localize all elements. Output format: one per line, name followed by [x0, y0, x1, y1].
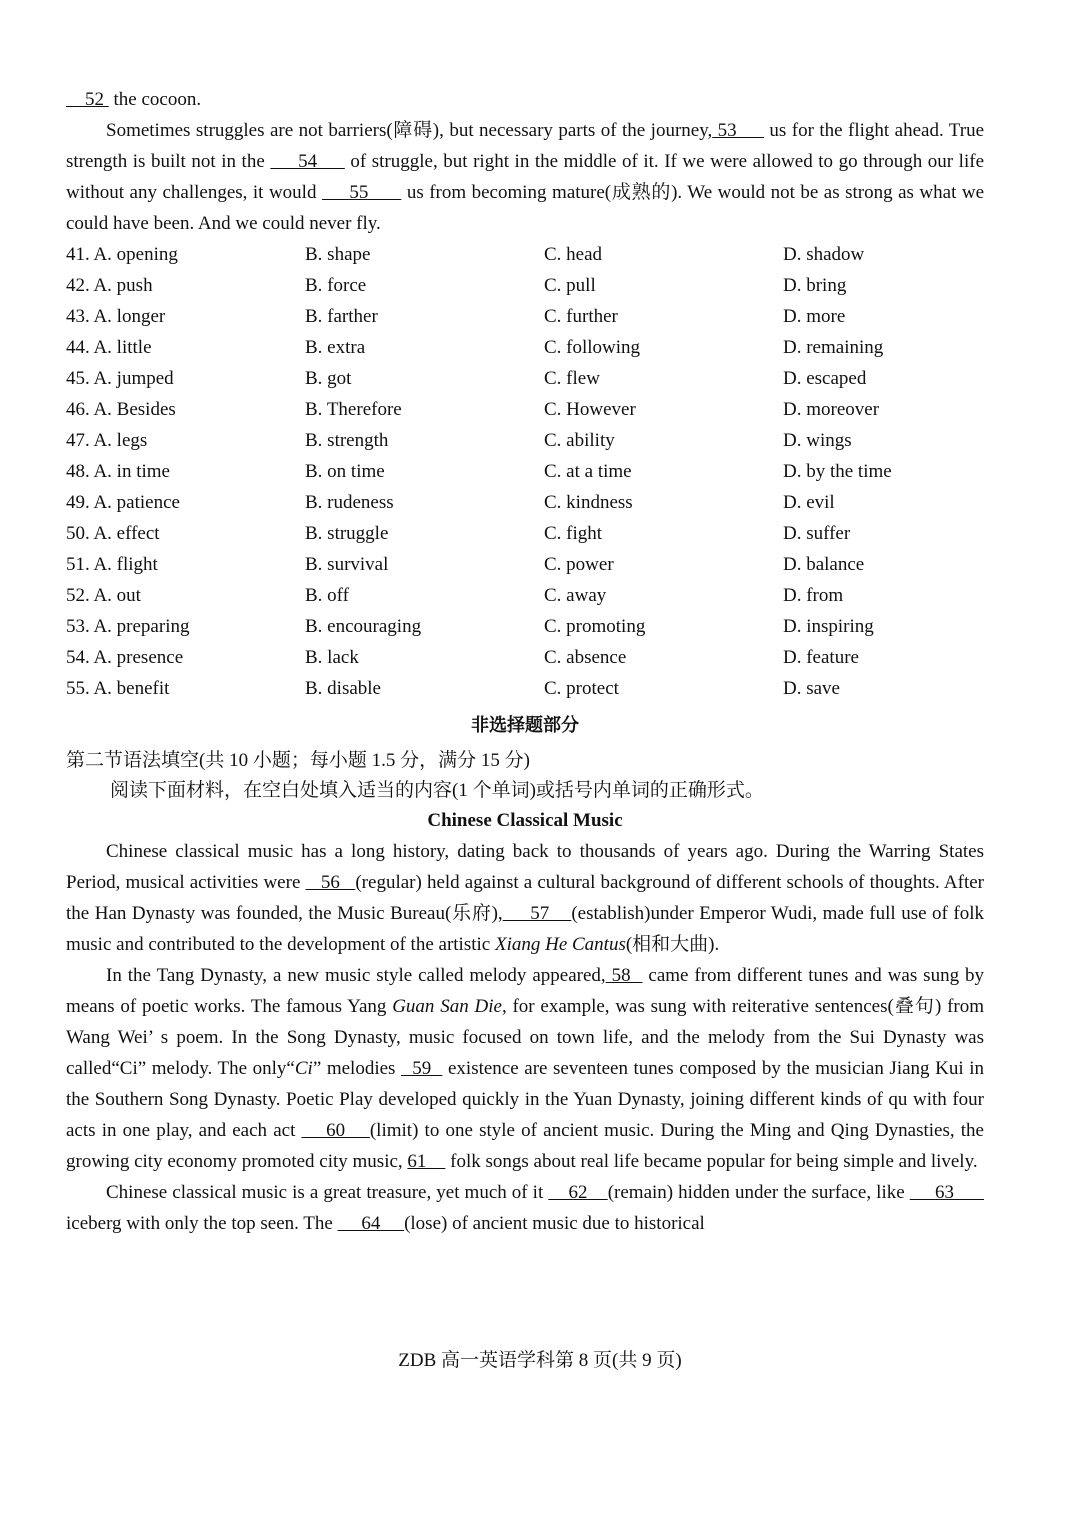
- option-c: C. head: [544, 244, 603, 265]
- option-b: B. got: [305, 368, 352, 389]
- option-d: D. suffer: [783, 523, 851, 544]
- option-row-53: [66, 611, 984, 642]
- option-row-47: [66, 425, 984, 456]
- text-segment: us for the flight ahead. True strength is built not in the: [66, 120, 984, 172]
- option-b: B. farther: [305, 306, 378, 327]
- text-segment: , for example, was sung with reiterative sentences(叠句) from Wang Wei’ s poem. In the Song Dynasty, music focused on town life, and the melody from the Sui Dynasty was called“Ci” melody. The only“: [66, 996, 984, 1079]
- exam-page: [66, 84, 984, 1239]
- option-row-41: [66, 239, 984, 270]
- text-segment: ” melodies: [312, 1058, 402, 1079]
- italic-term: Ci: [294, 1058, 313, 1079]
- option-c: C. fight: [544, 523, 603, 544]
- text-segment: Sometimes struggles are not barriers(障碍), but necessary parts of the journey,: [106, 120, 713, 141]
- option-row-50: [66, 518, 984, 549]
- option-c: C. following: [544, 337, 641, 358]
- text-segment: In the Tang Dynasty, a new music style called melody appeared,: [106, 965, 606, 986]
- option-c: C. further: [544, 306, 618, 327]
- option-d: D. evil: [783, 492, 835, 513]
- section-heading: 第二节语法填空(共 10 小题；每小题 1.5 分，满分 15 分): [66, 750, 530, 771]
- text-segment: (regular) held against a cultural background of different schools of thoughts. After the Han Dynasty was founded, the Music Bureau(乐府),: [66, 872, 984, 924]
- text-segment: (lose) of ancient music due to historical: [404, 1213, 705, 1234]
- option-a: 47. A. legs: [66, 430, 148, 451]
- option-d: D. feature: [783, 647, 859, 668]
- blank-52: 52: [66, 89, 109, 110]
- option-a: 46. A. Besides: [66, 399, 176, 420]
- option-b: B. survival: [305, 554, 389, 575]
- option-c: C. at a time: [544, 461, 632, 482]
- option-b: B. encouraging: [305, 616, 422, 637]
- option-a: 54. A. presence: [66, 647, 184, 668]
- option-row-43: [66, 301, 984, 332]
- blank-57: 57: [502, 903, 572, 924]
- text-segment: the cocoon.: [108, 89, 202, 110]
- italic-term: Guan San Die: [392, 996, 502, 1017]
- option-row-49: [66, 487, 984, 518]
- option-b: B. struggle: [305, 523, 389, 544]
- option-b: B. lack: [305, 647, 359, 668]
- text-segment: of struggle, but right in the middle of it. If we were allowed to go through our life without any challenges, it would: [66, 151, 985, 203]
- option-d: D. inspiring: [783, 616, 874, 637]
- option-row-52: [66, 580, 984, 611]
- option-d: D. shadow: [783, 244, 865, 265]
- paragraph-b: [66, 960, 984, 1177]
- option-b: B. strength: [305, 430, 389, 451]
- option-c: C. kindness: [544, 492, 633, 513]
- blank-59: 59: [401, 1058, 443, 1079]
- option-d: D. remaining: [783, 337, 884, 358]
- option-c: C. protect: [544, 678, 619, 699]
- option-d: D. wings: [783, 430, 852, 451]
- option-row-42: [66, 270, 984, 301]
- option-a: 52. A. out: [66, 585, 141, 606]
- option-a: 41. A. opening: [66, 244, 178, 265]
- option-d: D. by the time: [783, 461, 892, 482]
- option-c: C. absence: [544, 647, 627, 668]
- option-b: B. disable: [305, 678, 381, 699]
- option-b: B. off: [305, 585, 349, 606]
- blank-53: 53: [712, 120, 764, 141]
- option-a: 50. A. effect: [66, 523, 160, 544]
- option-row-51: [66, 549, 984, 580]
- option-b: B. on time: [305, 461, 385, 482]
- option-a: 49. A. patience: [66, 492, 180, 513]
- option-row-45: [66, 363, 984, 394]
- blank-62: 62: [548, 1182, 608, 1203]
- option-b: B. shape: [305, 244, 371, 265]
- option-a: 42. A. push: [66, 275, 153, 296]
- option-row-54: [66, 642, 984, 673]
- text-segment: Chinese classical music has a long history, dating back to thousands of years ago. During the Warring States Period, musical activities were: [66, 841, 984, 893]
- option-a: 48. A. in time: [66, 461, 170, 482]
- text-segment: existence are seventeen tunes composed by the musician Jiang Kui in the Southern Song Dynasty. Poetic Play developed quickly in the Yuan Dynasty, joining different kinds of qu with four acts in one play, and each act: [66, 1058, 984, 1141]
- italic-term: Xiang He Cantus: [494, 934, 626, 955]
- blank-63: 63: [909, 1182, 984, 1203]
- option-a: 43. A. longer: [66, 306, 166, 327]
- paragraph-c: [66, 1177, 984, 1239]
- text-segment: (limit) to one style of ancient music. During the Ming and Qing Dynasties, the growing city economy promoted city music,: [66, 1120, 984, 1172]
- passage1-line-first: [66, 84, 984, 115]
- option-a: 53. A. preparing: [66, 616, 190, 637]
- section-title: 非选择题部分: [471, 715, 579, 736]
- blank-55: 55: [321, 182, 402, 203]
- option-row-46: [66, 394, 984, 425]
- option-b: B. rudeness: [305, 492, 394, 513]
- page-footer: ZDB 高一英语学科第 8 页(共 9 页): [398, 1350, 682, 1371]
- option-b: B. Therefore: [305, 399, 402, 420]
- text-segment: us from becoming mature(成熟的). We would not be as strong as what we could have been. And we could never fly.: [66, 182, 985, 234]
- option-d: D. more: [783, 306, 846, 327]
- option-c: C. promoting: [544, 616, 646, 637]
- option-d: D. escaped: [783, 368, 867, 389]
- instructions: 阅读下面材料，在空白处填入适当的内容(1 个单词)或括号内单词的正确形式。: [110, 780, 764, 801]
- text-segment: came from different tunes and was sung by means of poetic works. The famous Yang: [66, 965, 985, 1017]
- blank-58: 58: [605, 965, 643, 986]
- option-c: C. away: [544, 585, 607, 606]
- option-c: C. ability: [544, 430, 615, 451]
- option-c: C. However: [544, 399, 636, 420]
- text-segment: (remain) hidden under the surface, like: [607, 1182, 910, 1203]
- text-segment: folk songs about real life became popular for being simple and lively.: [445, 1151, 978, 1172]
- text-segment: iceberg with only the top seen. The: [66, 1213, 338, 1234]
- option-b: B. force: [305, 275, 367, 296]
- option-a: 51. A. flight: [66, 554, 158, 575]
- blank-61: 61: [407, 1151, 446, 1172]
- option-b: B. extra: [305, 337, 366, 358]
- blank-64: 64: [337, 1213, 405, 1234]
- option-row-44: [66, 332, 984, 363]
- option-d: D. moreover: [783, 399, 880, 420]
- option-d: D. balance: [783, 554, 865, 575]
- blank-60: 60: [301, 1120, 370, 1141]
- option-c: C. pull: [544, 275, 596, 296]
- option-a: 55. A. benefit: [66, 678, 170, 699]
- blank-56: 56: [305, 872, 356, 893]
- options-list: [66, 239, 984, 704]
- text-segment: (相和大曲).: [625, 934, 720, 955]
- option-a: 45. A. jumped: [66, 368, 174, 389]
- paragraph-a: [66, 836, 984, 960]
- blank-54: 54: [270, 151, 345, 172]
- passage-title: Chinese Classical Music: [427, 810, 623, 831]
- option-row-48: [66, 456, 984, 487]
- option-d: D. bring: [783, 275, 847, 296]
- option-d: D. save: [783, 678, 840, 699]
- option-row-55: [66, 673, 984, 704]
- option-a: 44. A. little: [66, 337, 152, 358]
- text-segment: (establish)under Emperor Wudi, made full use of folk music and contributed to the development of the artistic: [66, 903, 984, 955]
- passage1-paragraph: [66, 115, 984, 239]
- option-d: D. from: [783, 585, 844, 606]
- option-c: C. flew: [544, 368, 600, 389]
- text-segment: Chinese classical music is a great treasure, yet much of it: [106, 1182, 549, 1203]
- option-c: C. power: [544, 554, 614, 575]
